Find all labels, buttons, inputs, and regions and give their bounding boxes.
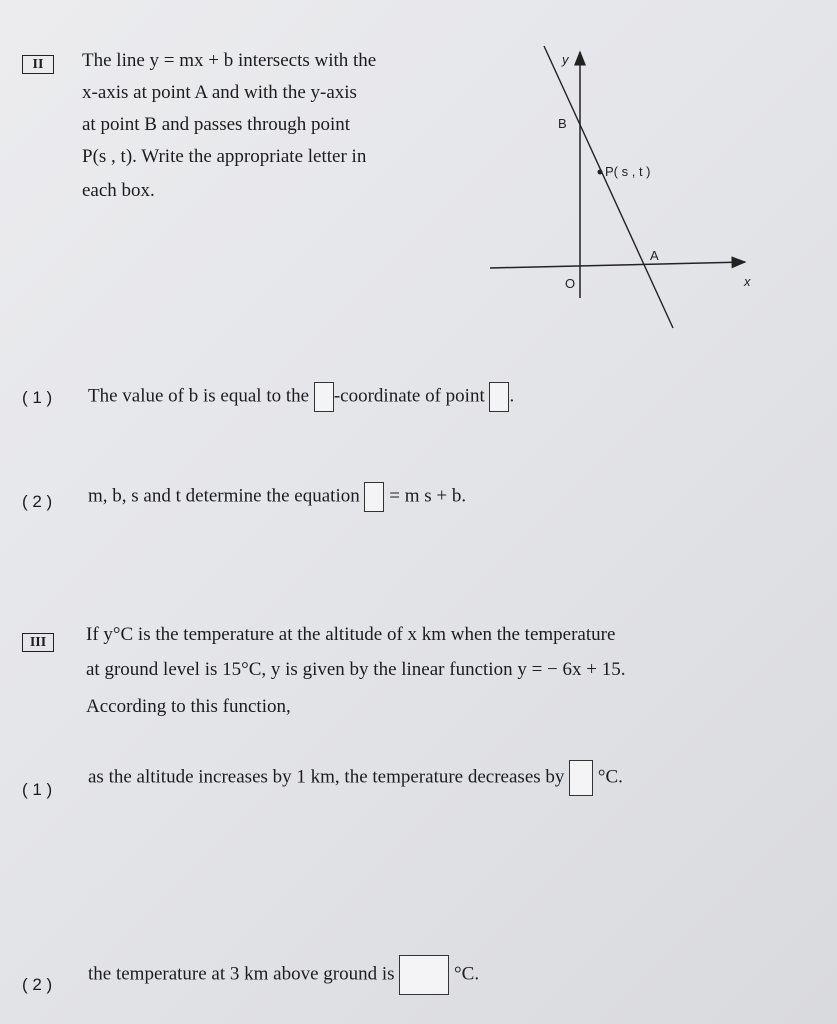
section-iii-intro-line-2: at ground level is 15°C, y is given by the linear function y = − 6x + 15. (86, 659, 626, 680)
section-ii-q2-text-end: = m s + b. (389, 485, 467, 507)
section-ii-intro-line-1: The line y = mx + b intersects with the (82, 50, 377, 71)
section-iii-intro-line-3: According to this function, (86, 696, 291, 717)
section-ii-tag: II (22, 55, 54, 74)
section-ii-q1-text-end: . (509, 385, 515, 407)
section-iii-q1-text-end: °C. (597, 766, 623, 788)
section-ii-intro-line-5: each box. (82, 180, 155, 201)
section-ii-q1-number: ( 1 ) (22, 388, 53, 407)
section-ii-intro-line-4: P(s , t). Write the appropriate letter in (82, 146, 367, 167)
section-iii-q2-number: ( 2 ) (22, 975, 53, 994)
point-a-label: A (650, 248, 659, 263)
section-ii-intro-line-2: x-axis at point A and with the y-axis (82, 82, 357, 103)
section-ii-q2 (88, 482, 466, 512)
section-iii-intro-line-1: If y°C is the temperature at the altitude of x km when the temperature (86, 624, 616, 645)
section-iii-q2-text-end: °C. (454, 963, 480, 985)
section-ii-intro-line-3: at point B and passes through point (82, 114, 351, 135)
section-iii-q1 (88, 760, 623, 796)
y-axis-label: y (562, 52, 569, 67)
section-ii-q2-text-start: m, b, s and t determine the equation (88, 485, 360, 507)
section-iii-tag: III (22, 633, 54, 652)
section-iii-q2 (88, 955, 479, 995)
graph-line (544, 46, 673, 328)
section-ii-q1-answer-box-1[interactable] (314, 382, 334, 412)
section-iii-q1-text-start: as the altitude increases by 1 km, the temperature decreases by (88, 766, 565, 788)
point-p-label: P( s , t ) (605, 164, 651, 179)
section-iii-q1-answer-box[interactable] (569, 760, 593, 796)
point-b-label: B (558, 116, 567, 131)
section-iii-q2-answer-box[interactable] (399, 955, 449, 995)
section-ii-q1-text-start: The value of b is equal to the (88, 385, 310, 407)
line-graph (480, 40, 780, 340)
point-p-dot (598, 170, 603, 175)
section-ii-q1-answer-box-2[interactable] (489, 382, 509, 412)
x-axis-label: x (744, 274, 751, 289)
section-ii-q2-answer-box[interactable] (364, 482, 384, 512)
section-ii-q2-number: ( 2 ) (22, 492, 53, 511)
section-ii-q1-text-middle: -coordinate of point (333, 385, 485, 407)
x-axis (490, 262, 745, 268)
section-iii-q1-number: ( 1 ) (22, 780, 53, 799)
section-ii-q1 (88, 382, 514, 412)
section-iii-q2-text-start: the temperature at 3 km above ground is (88, 963, 395, 985)
origin-label: O (565, 276, 576, 291)
